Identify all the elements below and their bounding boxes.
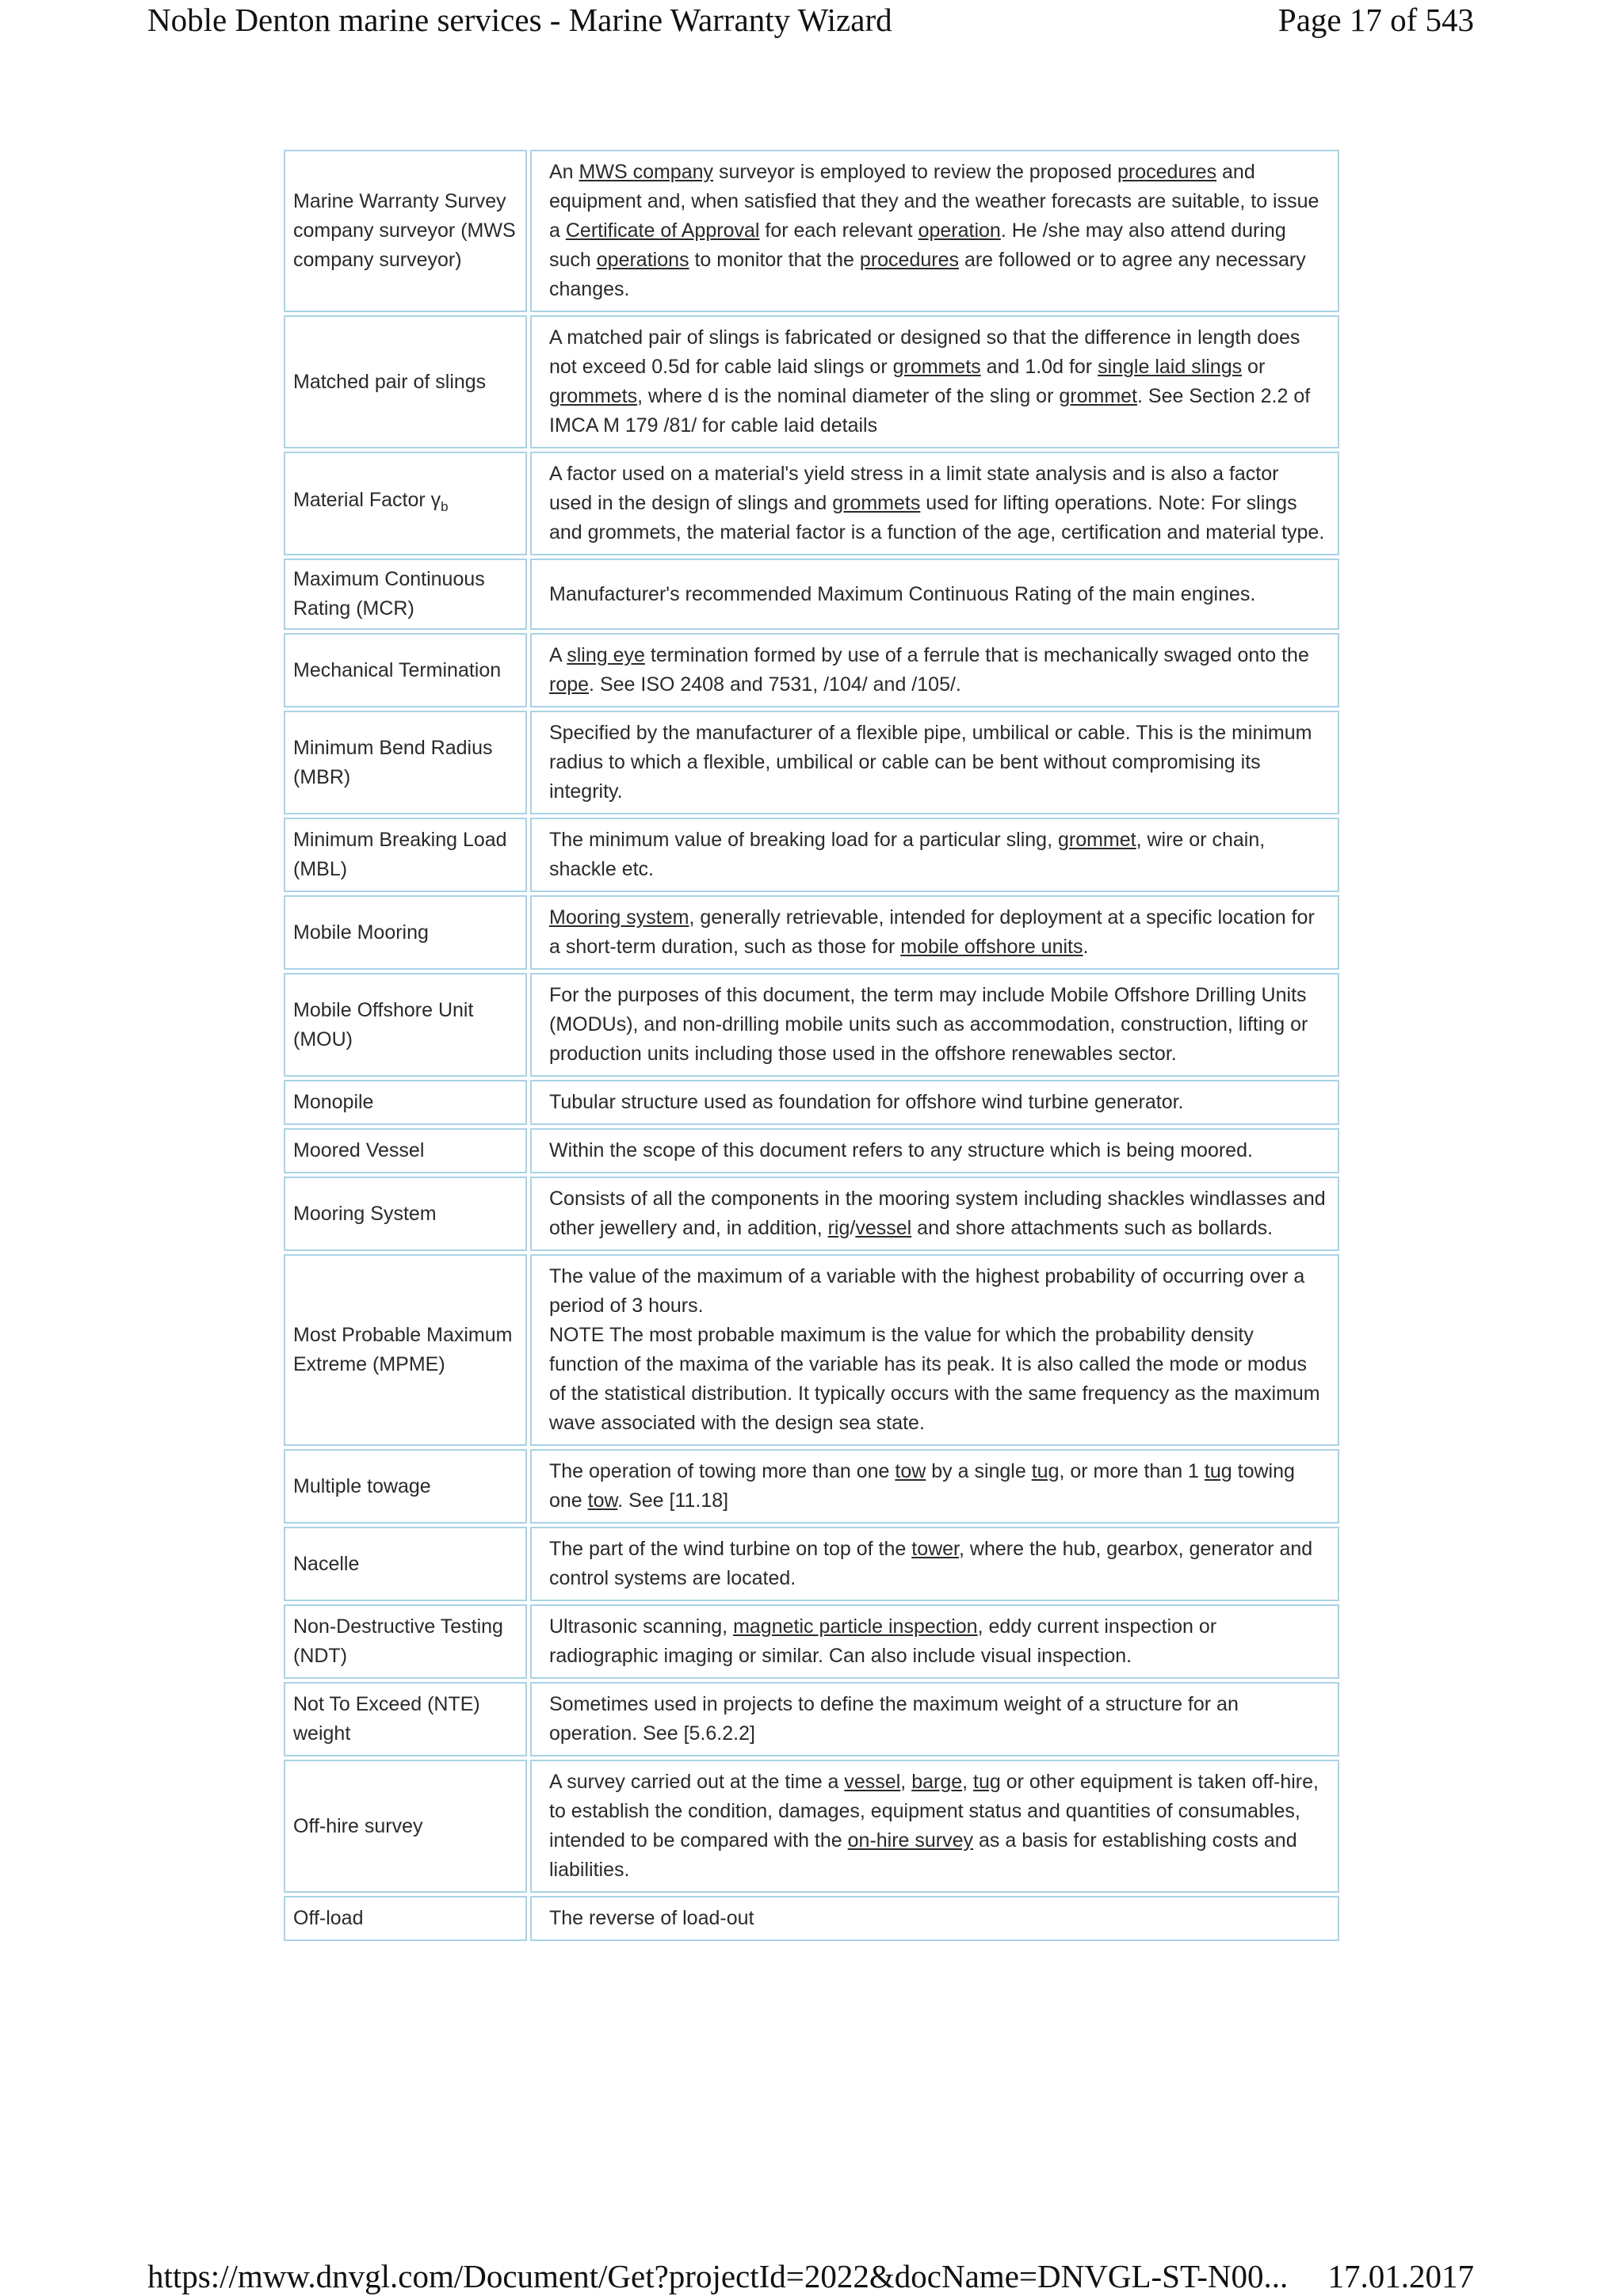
glossary-definition bbox=[530, 1177, 1339, 1251]
definition-text: , generally retrievable, intended for deployment at a specific location for a short-term duration, such as those for bbox=[549, 906, 1315, 958]
glossary-link[interactable]: tug bbox=[973, 1771, 1001, 1793]
glossary-term: Marine Warranty Survey company surveyor (MWS company surveyor) bbox=[284, 150, 527, 312]
glossary-term: Matched pair of slings bbox=[284, 315, 527, 448]
definition-text: , wire or chain, shackle etc. bbox=[549, 829, 1266, 880]
definition-text: A factor used on a material's yield stress in a limit state analysis and is also a factor used in the design of slings and bbox=[549, 463, 1279, 514]
glossary-term: Multiple towage bbox=[284, 1449, 527, 1524]
definition-text: . See ISO 2408 and 7531, /104/ and /105/. bbox=[589, 673, 961, 696]
definition-text: / bbox=[850, 1217, 856, 1239]
glossary-term: Most Probable Maximum Extreme (MPME) bbox=[284, 1254, 527, 1446]
glossary-link[interactable]: rope bbox=[549, 673, 590, 696]
definition-text: , bbox=[962, 1771, 974, 1793]
glossary-link[interactable]: tow bbox=[895, 1460, 926, 1482]
definition-text: . See [11.18] bbox=[617, 1489, 729, 1512]
glossary-link[interactable]: single laid slings bbox=[1098, 356, 1243, 378]
glossary-definition bbox=[530, 1896, 1339, 1941]
definition-text: termination formed by use of a ferrule that is mechanically swaged onto the bbox=[644, 644, 1309, 666]
glossary-link[interactable]: rig bbox=[827, 1217, 850, 1239]
glossary-link[interactable]: grommets bbox=[892, 356, 981, 378]
definition-text: and equipment and, when satisfied that they and the weather forecasts are suitable, to issue a bbox=[549, 161, 1319, 242]
definition-text: A bbox=[549, 644, 567, 666]
table-row bbox=[284, 559, 1339, 630]
table-row bbox=[284, 1449, 1339, 1524]
definition-text: For the purposes of this document, the term may include Mobile Offshore Drilling Units (MODUs), and non-drilling mobile units such as accommodation, construction, lifting or production units including those used in the offshore renewables sector. bbox=[549, 984, 1308, 1065]
glossary-definition bbox=[530, 1080, 1339, 1125]
glossary-term: Maximum Continuous Rating (MCR) bbox=[284, 559, 527, 630]
definition-text: , bbox=[900, 1771, 912, 1793]
glossary-link[interactable]: procedures bbox=[859, 249, 959, 271]
definition-text: and shore attachments such as bollards. bbox=[911, 1217, 1274, 1239]
glossary-link[interactable]: vessel bbox=[844, 1771, 901, 1793]
table-row bbox=[284, 150, 1339, 312]
definition-text: A survey carried out at the time a bbox=[549, 1771, 845, 1793]
glossary-link[interactable]: barge bbox=[911, 1771, 963, 1793]
definition-text: Specified by the manufacturer of a flexible pipe, umbilical or cable. This is the minimum radius to which a flexible, umbilical or cable can be bent without compromising its integrity. bbox=[549, 722, 1312, 803]
definition-text: NOTE The most probable maximum is the value for which the probability density function of the maxima of the variable has its peak. It is also called the mode or modus of the statistical distribution. It typically occurs with the same frequency as the maximum wave associated with the design sea state. bbox=[549, 1324, 1320, 1434]
glossary-link[interactable]: on-hire survey bbox=[847, 1829, 974, 1852]
table-row bbox=[284, 1080, 1339, 1125]
glossary-link[interactable]: sling eye bbox=[567, 644, 645, 666]
definition-text: . See Section 2.2 of IMCA M 179 /81/ for cable laid details bbox=[549, 385, 1311, 437]
table-row bbox=[284, 1254, 1339, 1446]
glossary-term: Minimum Breaking Load (MBL) bbox=[284, 818, 527, 892]
table-row bbox=[284, 452, 1339, 555]
glossary-link[interactable]: vessel bbox=[855, 1217, 912, 1239]
table-row bbox=[284, 1177, 1339, 1251]
table-row bbox=[284, 1682, 1339, 1756]
glossary-term: Off-hire survey bbox=[284, 1760, 527, 1893]
glossary-definition bbox=[530, 1527, 1339, 1601]
glossary-definition bbox=[530, 633, 1339, 707]
table-row bbox=[284, 711, 1339, 814]
glossary-definition bbox=[530, 895, 1339, 970]
table-row bbox=[284, 1527, 1339, 1601]
glossary-link[interactable]: MWS company bbox=[579, 161, 714, 183]
glossary-link[interactable]: tug bbox=[1031, 1460, 1060, 1482]
definition-text: or other equipment is taken off-hire, to establish the condition, damages, equipment status and quantities of consumables, intended to be compared with the bbox=[549, 1771, 1319, 1852]
definition-text: surveyor is employed to review the proposed bbox=[713, 161, 1117, 183]
page-url: https://mww.dnvgl.com/Document/Get?projectId=2022&docName=DNVGL-ST-N00... bbox=[147, 2258, 1289, 2294]
definition-text: Sometimes used in projects to define the maximum weight of a structure for an operation. See [5.6.2.2] bbox=[549, 1693, 1239, 1745]
glossary-table bbox=[281, 147, 1342, 1944]
definition-text: . He /she may also attend during such bbox=[549, 219, 1286, 271]
definition-text: towing one bbox=[549, 1460, 1295, 1512]
glossary-definition bbox=[530, 1449, 1339, 1524]
glossary-definition bbox=[530, 711, 1339, 814]
definition-text: Tubular structure used as foundation for offshore wind turbine generator. bbox=[549, 1091, 1184, 1113]
definition-text: and 1.0d for bbox=[980, 356, 1098, 378]
definition-text: by a single bbox=[926, 1460, 1032, 1482]
definition-text: The value of the maximum of a variable with the highest probability of occurring over a period of 3 hours. bbox=[549, 1265, 1305, 1317]
glossary-term: Mechanical Termination bbox=[284, 633, 527, 707]
definition-text: The part of the wind turbine on top of the bbox=[549, 1538, 912, 1560]
glossary-definition bbox=[530, 1760, 1339, 1893]
table-row bbox=[284, 1760, 1339, 1893]
definition-text: , where the hub, gearbox, generator and control systems are located. bbox=[549, 1538, 1313, 1589]
page-number: Page 17 of 543 bbox=[1277, 2, 1474, 38]
table-row bbox=[284, 1128, 1339, 1173]
table-row bbox=[284, 818, 1339, 892]
glossary-term: Off-load bbox=[284, 1896, 527, 1941]
definition-text: The reverse of load-out bbox=[549, 1907, 754, 1929]
glossary-definition bbox=[530, 452, 1339, 555]
glossary-definition bbox=[530, 1682, 1339, 1756]
glossary-term: Mobile Offshore Unit (MOU) bbox=[284, 973, 527, 1077]
glossary-link[interactable]: grommets bbox=[549, 385, 638, 407]
glossary-link[interactable]: tug bbox=[1204, 1460, 1232, 1482]
glossary-link[interactable]: tower bbox=[911, 1538, 960, 1560]
glossary-term: Nacelle bbox=[284, 1527, 527, 1601]
glossary-definition bbox=[530, 818, 1339, 892]
glossary-link[interactable]: Certificate of Approval bbox=[565, 219, 760, 242]
glossary-term: Not To Exceed (NTE) weight bbox=[284, 1682, 527, 1756]
glossary-link[interactable]: mobile offshore units bbox=[900, 936, 1083, 958]
glossary-link[interactable]: grommets bbox=[832, 492, 921, 514]
table-row bbox=[284, 315, 1339, 448]
table-row bbox=[284, 633, 1339, 707]
glossary-link[interactable]: grommet bbox=[1057, 829, 1136, 851]
glossary-definition bbox=[530, 559, 1339, 630]
glossary-term: Material Factor $\gamma_b$ bbox=[284, 452, 527, 555]
glossary-link[interactable]: operations bbox=[596, 249, 689, 271]
glossary-link[interactable]: tow bbox=[587, 1489, 618, 1512]
definition-text: for each relevant bbox=[759, 219, 918, 242]
print-date: 17.01.2017 bbox=[1327, 2258, 1474, 2294]
glossary-term: Mobile Mooring bbox=[284, 895, 527, 970]
glossary-term: Mooring System bbox=[284, 1177, 527, 1251]
definition-text: to monitor that the bbox=[689, 249, 860, 271]
definition-text: . bbox=[1083, 936, 1089, 958]
definition-text: Consists of all the components in the mooring system including shackles windlasses and other jewellery and, in addition, bbox=[549, 1188, 1326, 1239]
glossary-definition bbox=[530, 973, 1339, 1077]
definition-text: Ultrasonic scanning, bbox=[549, 1615, 734, 1638]
glossary-definition bbox=[530, 1254, 1339, 1446]
table-row bbox=[284, 895, 1339, 970]
table-row bbox=[284, 973, 1339, 1077]
glossary-term: Non-Destructive Testing (NDT) bbox=[284, 1604, 527, 1679]
definition-text: A matched pair of slings is fabricated or designed so that the difference in length does not exceed 0.5d for cable laid slings or bbox=[549, 326, 1300, 378]
glossary-link[interactable]: procedures bbox=[1117, 161, 1217, 183]
definition-text: , where d is the nominal diameter of the sling or bbox=[637, 385, 1060, 407]
definition-text: as a basis for establishing costs and liabilities. bbox=[549, 1829, 1297, 1881]
definition-text: , or more than 1 bbox=[1059, 1460, 1205, 1482]
glossary-term: Minimum Bend Radius (MBR) bbox=[284, 711, 527, 814]
glossary-term: Moored Vessel bbox=[284, 1128, 527, 1173]
glossary-definition bbox=[530, 315, 1339, 448]
glossary-link[interactable]: Mooring system bbox=[549, 906, 689, 929]
glossary-definition bbox=[530, 1128, 1339, 1173]
definition-text: Within the scope of this document refers to any structure which is being moored. bbox=[549, 1139, 1253, 1161]
definition-text: are followed or to agree any necessary changes. bbox=[549, 249, 1306, 300]
glossary-term: Monopile bbox=[284, 1080, 527, 1125]
definition-text: An bbox=[549, 161, 579, 183]
glossary-definition bbox=[530, 1604, 1339, 1679]
definition-text: used for lifting operations. Note: For slings and grommets, the material factor is a function of the age, certification and material type. bbox=[549, 492, 1325, 543]
glossary-link[interactable]: grommet bbox=[1059, 385, 1137, 407]
definition-text: The minimum value of breaking load for a particular sling, bbox=[549, 829, 1058, 851]
glossary-link[interactable]: operation bbox=[918, 219, 1001, 242]
table-row bbox=[284, 1896, 1339, 1941]
glossary-link[interactable]: magnetic particle inspection bbox=[733, 1615, 978, 1638]
definition-text: , eddy current inspection or radiographic imaging or similar. Can also include visual inspection. bbox=[549, 1615, 1217, 1667]
glossary-definition bbox=[530, 150, 1339, 312]
definition-text: Manufacturer's recommended Maximum Continuous Rating of the main engines. bbox=[549, 582, 1256, 605]
definition-text: or bbox=[1242, 356, 1266, 378]
page-header-title: Noble Denton marine services - Marine Warranty Wizard bbox=[147, 2, 892, 38]
table-row bbox=[284, 1604, 1339, 1679]
definition-text: The operation of towing more than one bbox=[549, 1460, 896, 1482]
